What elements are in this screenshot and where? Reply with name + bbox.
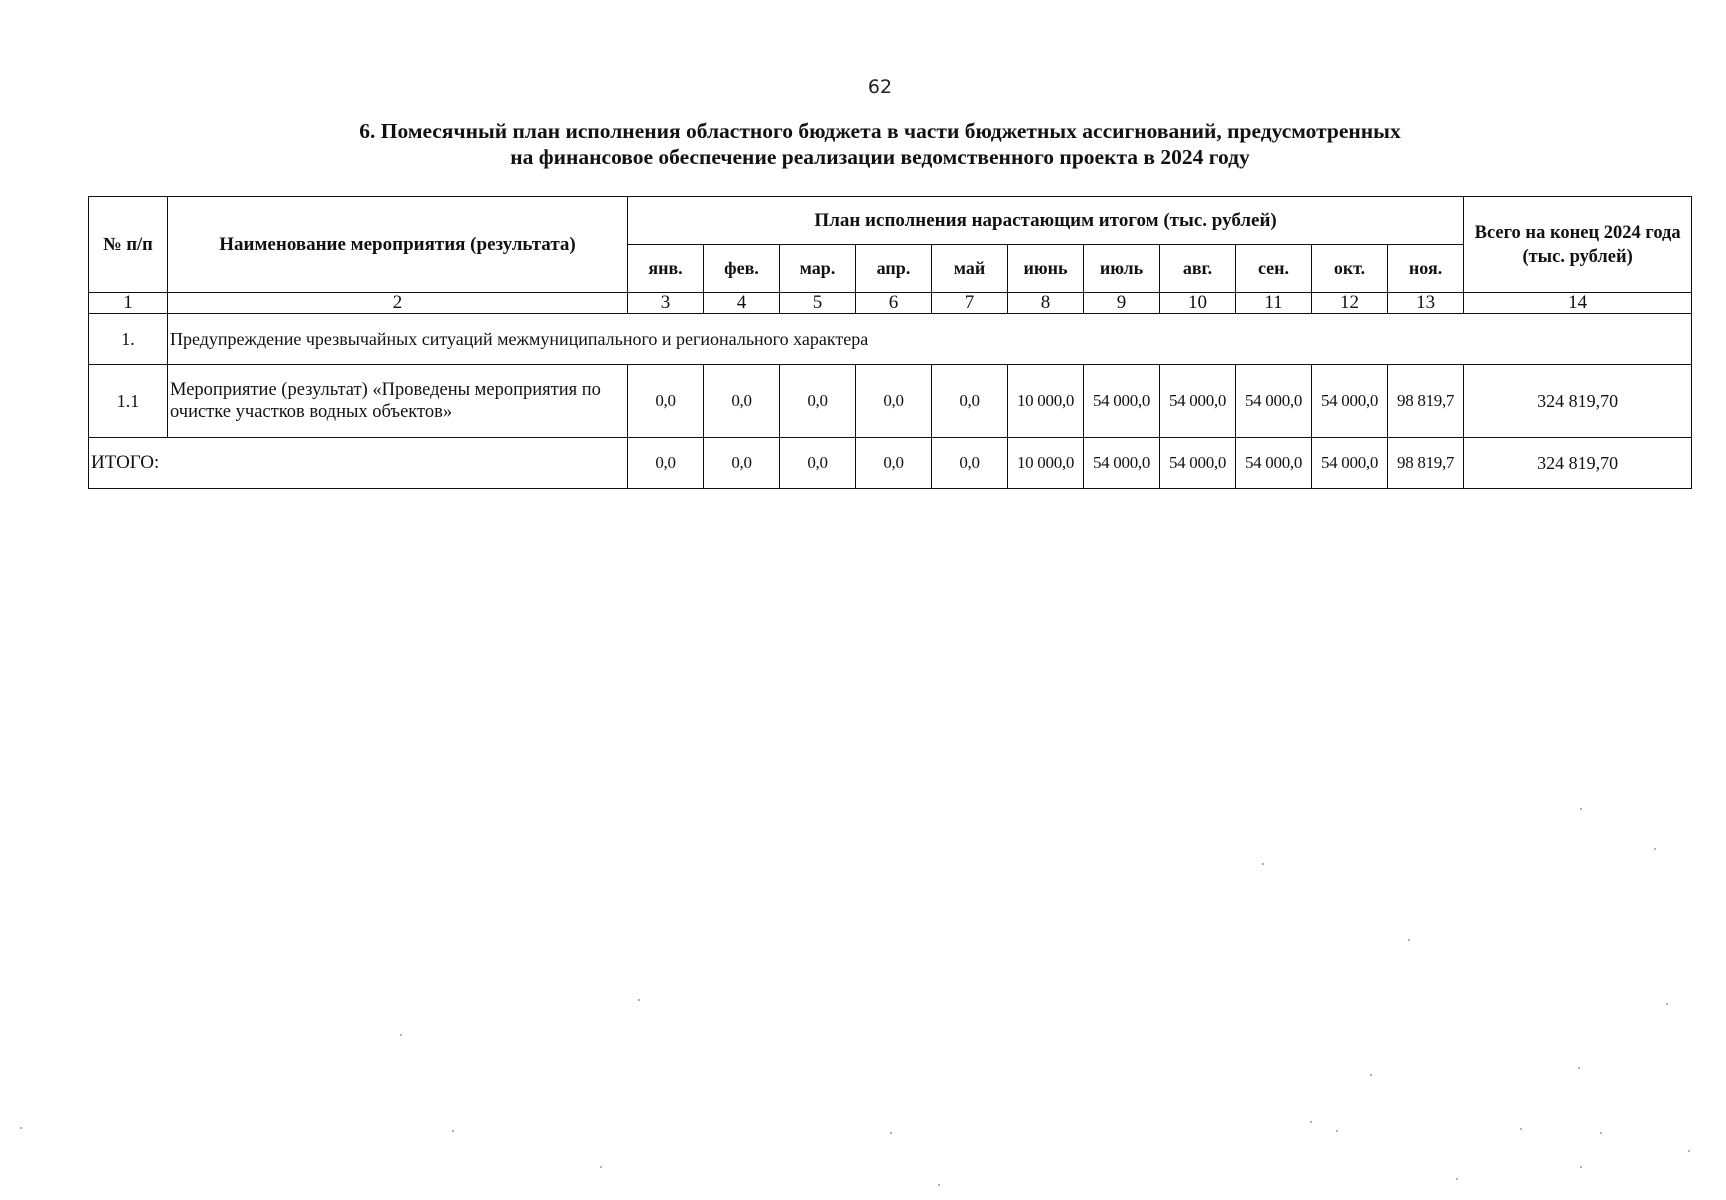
totals-total: 324 819,70 — [1464, 438, 1692, 489]
page-number: 62 — [867, 76, 893, 98]
totals-row — [89, 438, 1692, 489]
header-month-jul: июль — [1084, 245, 1160, 293]
totals-value-aug: 54 000,0 — [1160, 438, 1236, 489]
header-month-jun: июнь — [1008, 245, 1084, 293]
totals-value-sep: 54 000,0 — [1236, 438, 1312, 489]
header-month-jan: янв. — [628, 245, 704, 293]
scan-speck — [20, 1127, 22, 1129]
header-month-mar: мар. — [780, 245, 856, 293]
scan-speck — [600, 1166, 602, 1168]
header-month-nov: ноя. — [1388, 245, 1464, 293]
totals-value-nov: 98 819,7 — [1388, 438, 1464, 489]
item-value-feb: 0,0 — [704, 365, 780, 438]
column-number: 4 — [704, 293, 780, 314]
item-value-sep: 54 000,0 — [1236, 365, 1312, 438]
header-plan-group: План исполнения нарастающим итогом (тыс. рублей) — [628, 197, 1464, 245]
totals-value-feb: 0,0 — [704, 438, 780, 489]
column-number: 2 — [168, 293, 628, 314]
section-num: 1. — [89, 314, 168, 365]
header-total: Всего на конец 2024 года (тыс. рублей) — [1464, 197, 1692, 293]
item-value-mar: 0,0 — [780, 365, 856, 438]
column-number: 1 — [89, 293, 168, 314]
header-month-apr: апр. — [856, 245, 932, 293]
column-number: 12 — [1312, 293, 1388, 314]
column-number: 7 — [932, 293, 1008, 314]
column-number: 14 — [1464, 293, 1692, 314]
section-row — [89, 314, 1692, 365]
item-value-jul: 54 000,0 — [1084, 365, 1160, 438]
column-number: 13 — [1388, 293, 1464, 314]
header-month-sep: сен. — [1236, 245, 1312, 293]
column-number: 5 — [780, 293, 856, 314]
document-title-line-2: на финансовое обеспечение реализации ведомственного проекта в 2024 году — [510, 145, 1250, 169]
scan-speck — [1600, 1132, 1602, 1134]
scan-speck — [1456, 1178, 1458, 1180]
header-month-oct: окт. — [1312, 245, 1388, 293]
scan-speck — [1520, 1128, 1522, 1130]
totals-value-mar: 0,0 — [780, 438, 856, 489]
scan-speck — [1408, 939, 1410, 941]
totals-value-oct: 54 000,0 — [1312, 438, 1388, 489]
totals-value-apr: 0,0 — [856, 438, 932, 489]
item-value-may: 0,0 — [932, 365, 1008, 438]
monthly-plan-table — [88, 196, 1692, 489]
column-number: 9 — [1084, 293, 1160, 314]
header-name: Наименование мероприятия (результата) — [168, 197, 628, 293]
item-value-jun: 10 000,0 — [1008, 365, 1084, 438]
column-number: 6 — [856, 293, 932, 314]
item-total: 324 819,70 — [1464, 365, 1692, 438]
document-title — [280, 118, 1480, 170]
item-value-jan: 0,0 — [628, 365, 704, 438]
column-number: 3 — [628, 293, 704, 314]
item-value-nov: 98 819,7 — [1388, 365, 1464, 438]
scan-speck — [1666, 1003, 1668, 1005]
section-name: Предупреждение чрезвычайных ситуаций межмуниципального и регионального характера — [168, 314, 1692, 365]
scan-speck — [890, 1132, 892, 1134]
totals-value-may: 0,0 — [932, 438, 1008, 489]
scan-speck — [1262, 863, 1264, 865]
scan-speck — [1654, 848, 1656, 850]
scan-speck — [452, 1130, 454, 1132]
scan-speck — [938, 1184, 940, 1186]
item-num: 1.1 — [89, 365, 168, 438]
header-month-aug: авг. — [1160, 245, 1236, 293]
item-row — [89, 365, 1692, 438]
totals-label: ИТОГО: — [89, 438, 628, 489]
header-month-may: май — [932, 245, 1008, 293]
column-number: 10 — [1160, 293, 1236, 314]
scan-speck — [1688, 1150, 1690, 1152]
scan-speck — [1370, 1074, 1372, 1076]
header-month-feb: фев. — [704, 245, 780, 293]
document-title-line-1: 6. Помесячный план исполнения областного бюджета в части бюджетных ассигнований, предусмотренных — [359, 119, 1401, 143]
totals-value-jan: 0,0 — [628, 438, 704, 489]
column-number-row — [89, 293, 1692, 314]
totals-value-jun: 10 000,0 — [1008, 438, 1084, 489]
scan-speck — [1310, 1121, 1312, 1123]
item-name: Мероприятие (результат) «Проведены мероприятия по очистке участков водных объектов» — [168, 365, 628, 438]
item-value-apr: 0,0 — [856, 365, 932, 438]
header-num: № п/п — [89, 197, 168, 293]
scan-speck — [400, 1034, 402, 1036]
scan-speck — [1578, 1067, 1580, 1069]
item-value-aug: 54 000,0 — [1160, 365, 1236, 438]
column-number: 11 — [1236, 293, 1312, 314]
scan-speck — [1580, 1166, 1582, 1168]
item-value-oct: 54 000,0 — [1312, 365, 1388, 438]
scan-speck — [638, 999, 640, 1001]
column-number: 8 — [1008, 293, 1084, 314]
scan-speck — [1336, 1130, 1338, 1132]
header-row-top — [89, 197, 1692, 245]
totals-value-jul: 54 000,0 — [1084, 438, 1160, 489]
scan-speck — [1580, 808, 1582, 810]
